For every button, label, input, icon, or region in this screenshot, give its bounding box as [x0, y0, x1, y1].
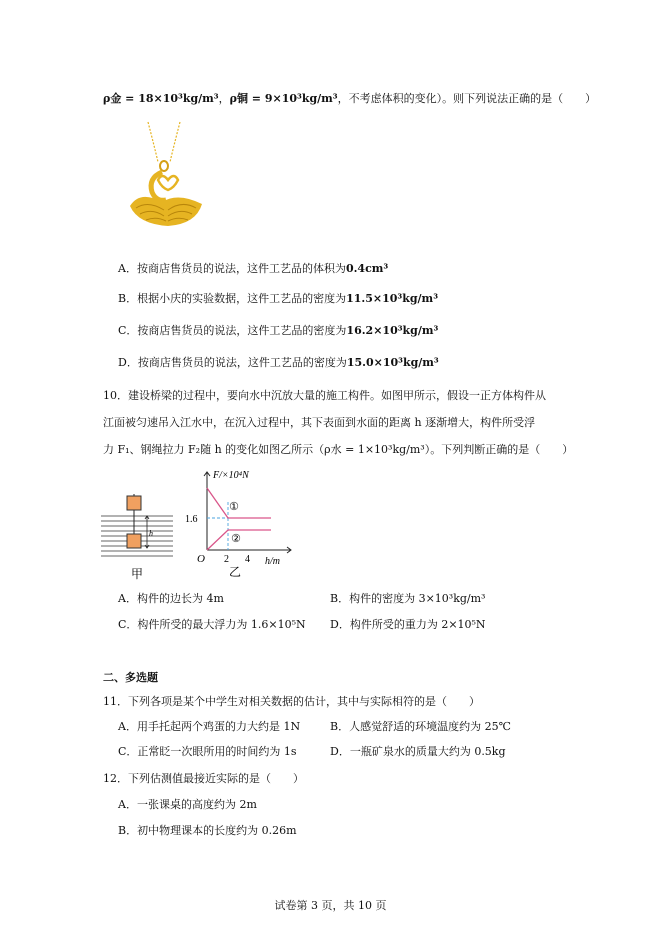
q10-stem-line3: 力 F₁、钢绳拉力 F₂随 h 的变化如图乙所示（ρ水 = 1×10³kg/m³）。下列判断正确的是（ ） [103, 443, 574, 456]
q9-option-d [118, 356, 439, 370]
q9-formula-copper: ρ铜 = 9×10³kg/m³ [229, 92, 338, 105]
q9-header-text: ，不考虑体积的变化）。则下列说法正确的是（ ） [337, 92, 597, 105]
q9-option-a-value: 0.4cm³ [345, 262, 389, 275]
q9-option-d-value: 15.0×10³kg/m³ [346, 356, 439, 369]
q9-option-a [118, 262, 388, 276]
q11-option-b: B．人感觉舒适的环境温度约为 25℃ [330, 720, 511, 733]
section-title-multi-choice: 二、多选题 [103, 671, 158, 684]
q11-option-a: A．用手托起两个鸡蛋的力大约是 1N [118, 720, 301, 733]
swan-pendant-image [118, 120, 213, 240]
q9-option-b-value: 11.5×10³kg/m³ [346, 292, 439, 305]
q9-option-c-value: 16.2×10³kg/m³ [346, 324, 439, 337]
q9-option-b [118, 292, 438, 306]
q12-option-b: B．初中物理课本的长度约为 0.26m [118, 824, 297, 837]
q9-option-b-label: B．根据小庆的实验数据，这件工艺品的密度为 [118, 292, 347, 305]
y-axis-label: F/×10⁴N [213, 470, 249, 481]
q9-header [103, 92, 596, 106]
page-footer: 试卷第 3 页，共 10 页 [274, 899, 387, 912]
curve-1-label: ① [229, 500, 239, 513]
x-axis-label: h/m [265, 556, 280, 567]
curve-2-label: ② [231, 532, 241, 545]
q9-option-d-label: D．按商店售货员的说法，这件工艺品的密度为 [118, 356, 347, 369]
figure-yi-caption: 乙 [229, 565, 242, 578]
origin-label: O [197, 553, 205, 565]
q10-option-a: A．构件的边长为 4m [118, 592, 224, 605]
q10-option-b: B．构件的密度为 3×10³kg/m³ [330, 592, 486, 605]
figure-jia-h-label: h [149, 529, 153, 538]
q9-formula-sep: ， [218, 92, 230, 105]
figure-yi [185, 466, 295, 578]
q10-stem-line1: 10．建设桥梁的过程中，要向水中沉放大量的施工构件。如图甲所示，假设一正方体构件从 [103, 389, 546, 402]
q11-stem: 11．下列各项是某个中学生对相关数据的估计，其中与实际相符的是（ ） [103, 695, 480, 708]
q10-stem-line2: 江面被匀速吊入江水中，在沉入过程中，其下表面到水面的距离 h 逐渐增大，构件所受浮 [103, 416, 536, 429]
q12-stem: 12．下列估测值最接近实际的是（ ） [103, 772, 304, 785]
figure-jia [101, 494, 177, 582]
q9-formula-gold: ρ金 = 18×10³kg/m³ [103, 92, 219, 105]
x-tick-label-4: 4 [245, 554, 250, 565]
figure-jia-caption: 甲 [131, 567, 144, 581]
q10-option-c: C．构件所受的最大浮力为 1.6×10⁵N [118, 618, 306, 631]
x-tick-label-2: 2 [224, 554, 229, 565]
y-tick-label: 1.6 [185, 514, 198, 525]
q12-option-a: A．一张课桌的高度约为 2m [118, 798, 257, 811]
q9-option-a-label: A．按商店售货员的说法，这件工艺品的体积为 [118, 262, 346, 275]
q10-option-d: D．构件所受的重力为 2×10⁵N [330, 618, 486, 631]
q11-option-c: C．正常眨一次眼所用的时间约为 1s [118, 745, 297, 758]
q9-option-c-label: C．按商店售货员的说法，这件工艺品的密度为 [118, 324, 347, 337]
q9-option-c [118, 324, 438, 338]
q11-option-d: D．一瓶矿泉水的质量大约为 0.5kg [330, 745, 506, 758]
